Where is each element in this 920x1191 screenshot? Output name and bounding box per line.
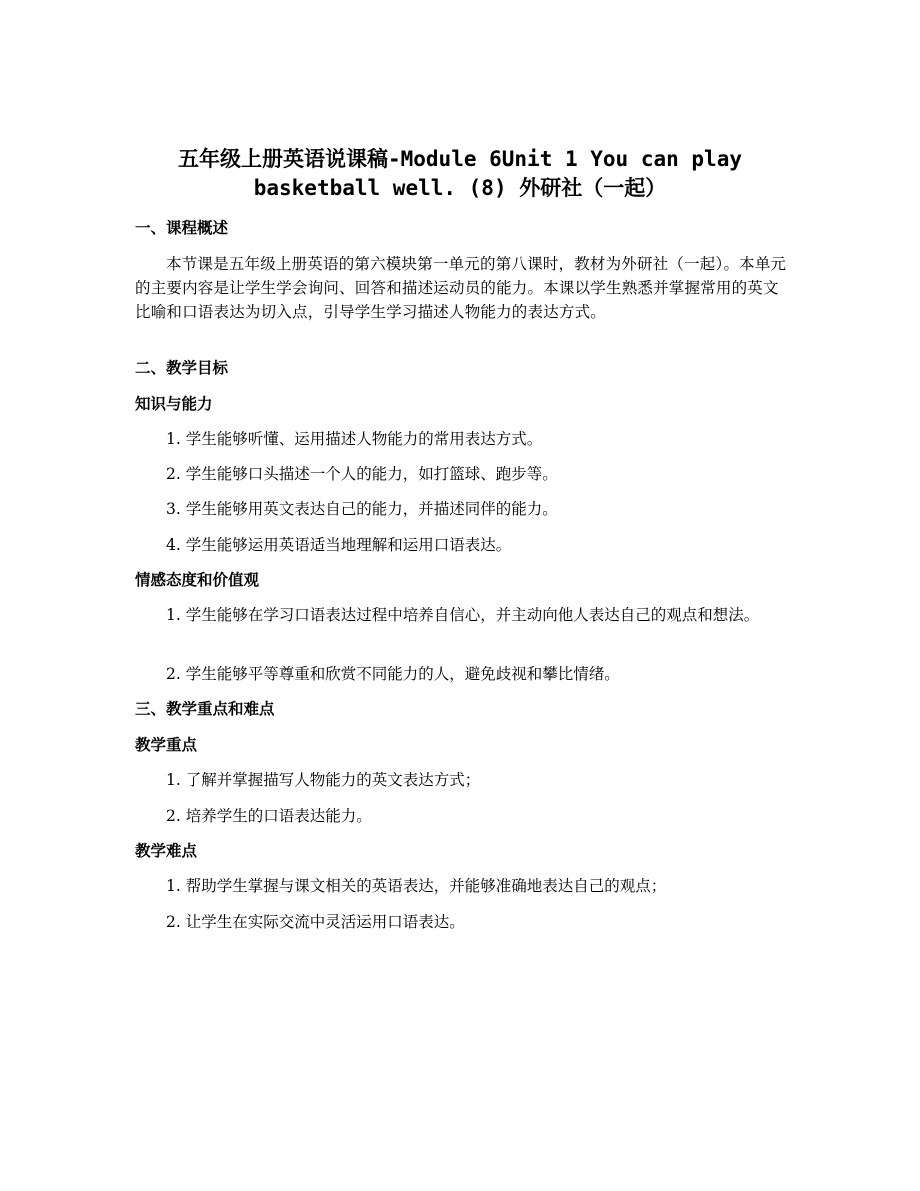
- list-item: 1. 了解并掌握描写人物能力的英文表达方式；: [166, 771, 481, 789]
- list-item: 1. 学生能够听懂、运用描述人物能力的常用表达方式。: [166, 430, 543, 448]
- list-item: 2. 学生能够口头描述一个人的能力，如打篮球、跑步等。: [166, 465, 558, 483]
- section-heading-objectives: 二、教学目标: [135, 359, 229, 377]
- list-item: 3. 学生能够用英文表达自己的能力，并描述同伴的能力。: [166, 500, 558, 518]
- list-item: 2. 让学生在实际交流中灵活运用口语表达。: [166, 913, 465, 931]
- list-item: 2. 学生能够平等尊重和欣赏不同能力的人，避免歧视和攀比情绪。: [166, 665, 620, 683]
- title-line-1: 五年级上册英语说课稿-Module 6Unit 1 You can play: [177, 147, 742, 171]
- section-heading-overview: 一、课程概述: [135, 219, 229, 237]
- subheading-attitude-values: 情感态度和价值观: [135, 571, 260, 589]
- subheading-key-points: 教学重点: [135, 736, 198, 754]
- section-heading-key-difficult-points: 三、教学重点和难点: [135, 700, 275, 718]
- overview-paragraph: 本节课是五年级上册英语的第六模块第一单元的第八课时，教材为外研社（一起）。本单元的主要内容是让学生学会询问、回答和描述运动员的能力。本课以学生熟悉并掌握常用的英文比喻和口语表达为切入点，引导学生学习描述人物能力的表达方式。: [135, 255, 787, 321]
- document-title: [120, 145, 800, 203]
- subheading-difficult-points: 教学难点: [135, 842, 198, 860]
- list-item: 4. 学生能够运用英语适当地理解和运用口语表达。: [166, 536, 512, 554]
- list-item: 1. 学生能够在学习口语表达过程中培养自信心，并主动向他人表达自己的观点和想法。: [166, 606, 760, 624]
- list-item: 1. 帮助学生掌握与课文相关的英语表达，并能够准确地表达自己的观点；: [166, 877, 667, 895]
- list-item: 2. 培养学生的口语表达能力。: [166, 807, 372, 825]
- subheading-knowledge-ability: 知识与能力: [135, 395, 213, 413]
- title-line-2: basketball well. (8) 外研社（一起）: [253, 176, 667, 200]
